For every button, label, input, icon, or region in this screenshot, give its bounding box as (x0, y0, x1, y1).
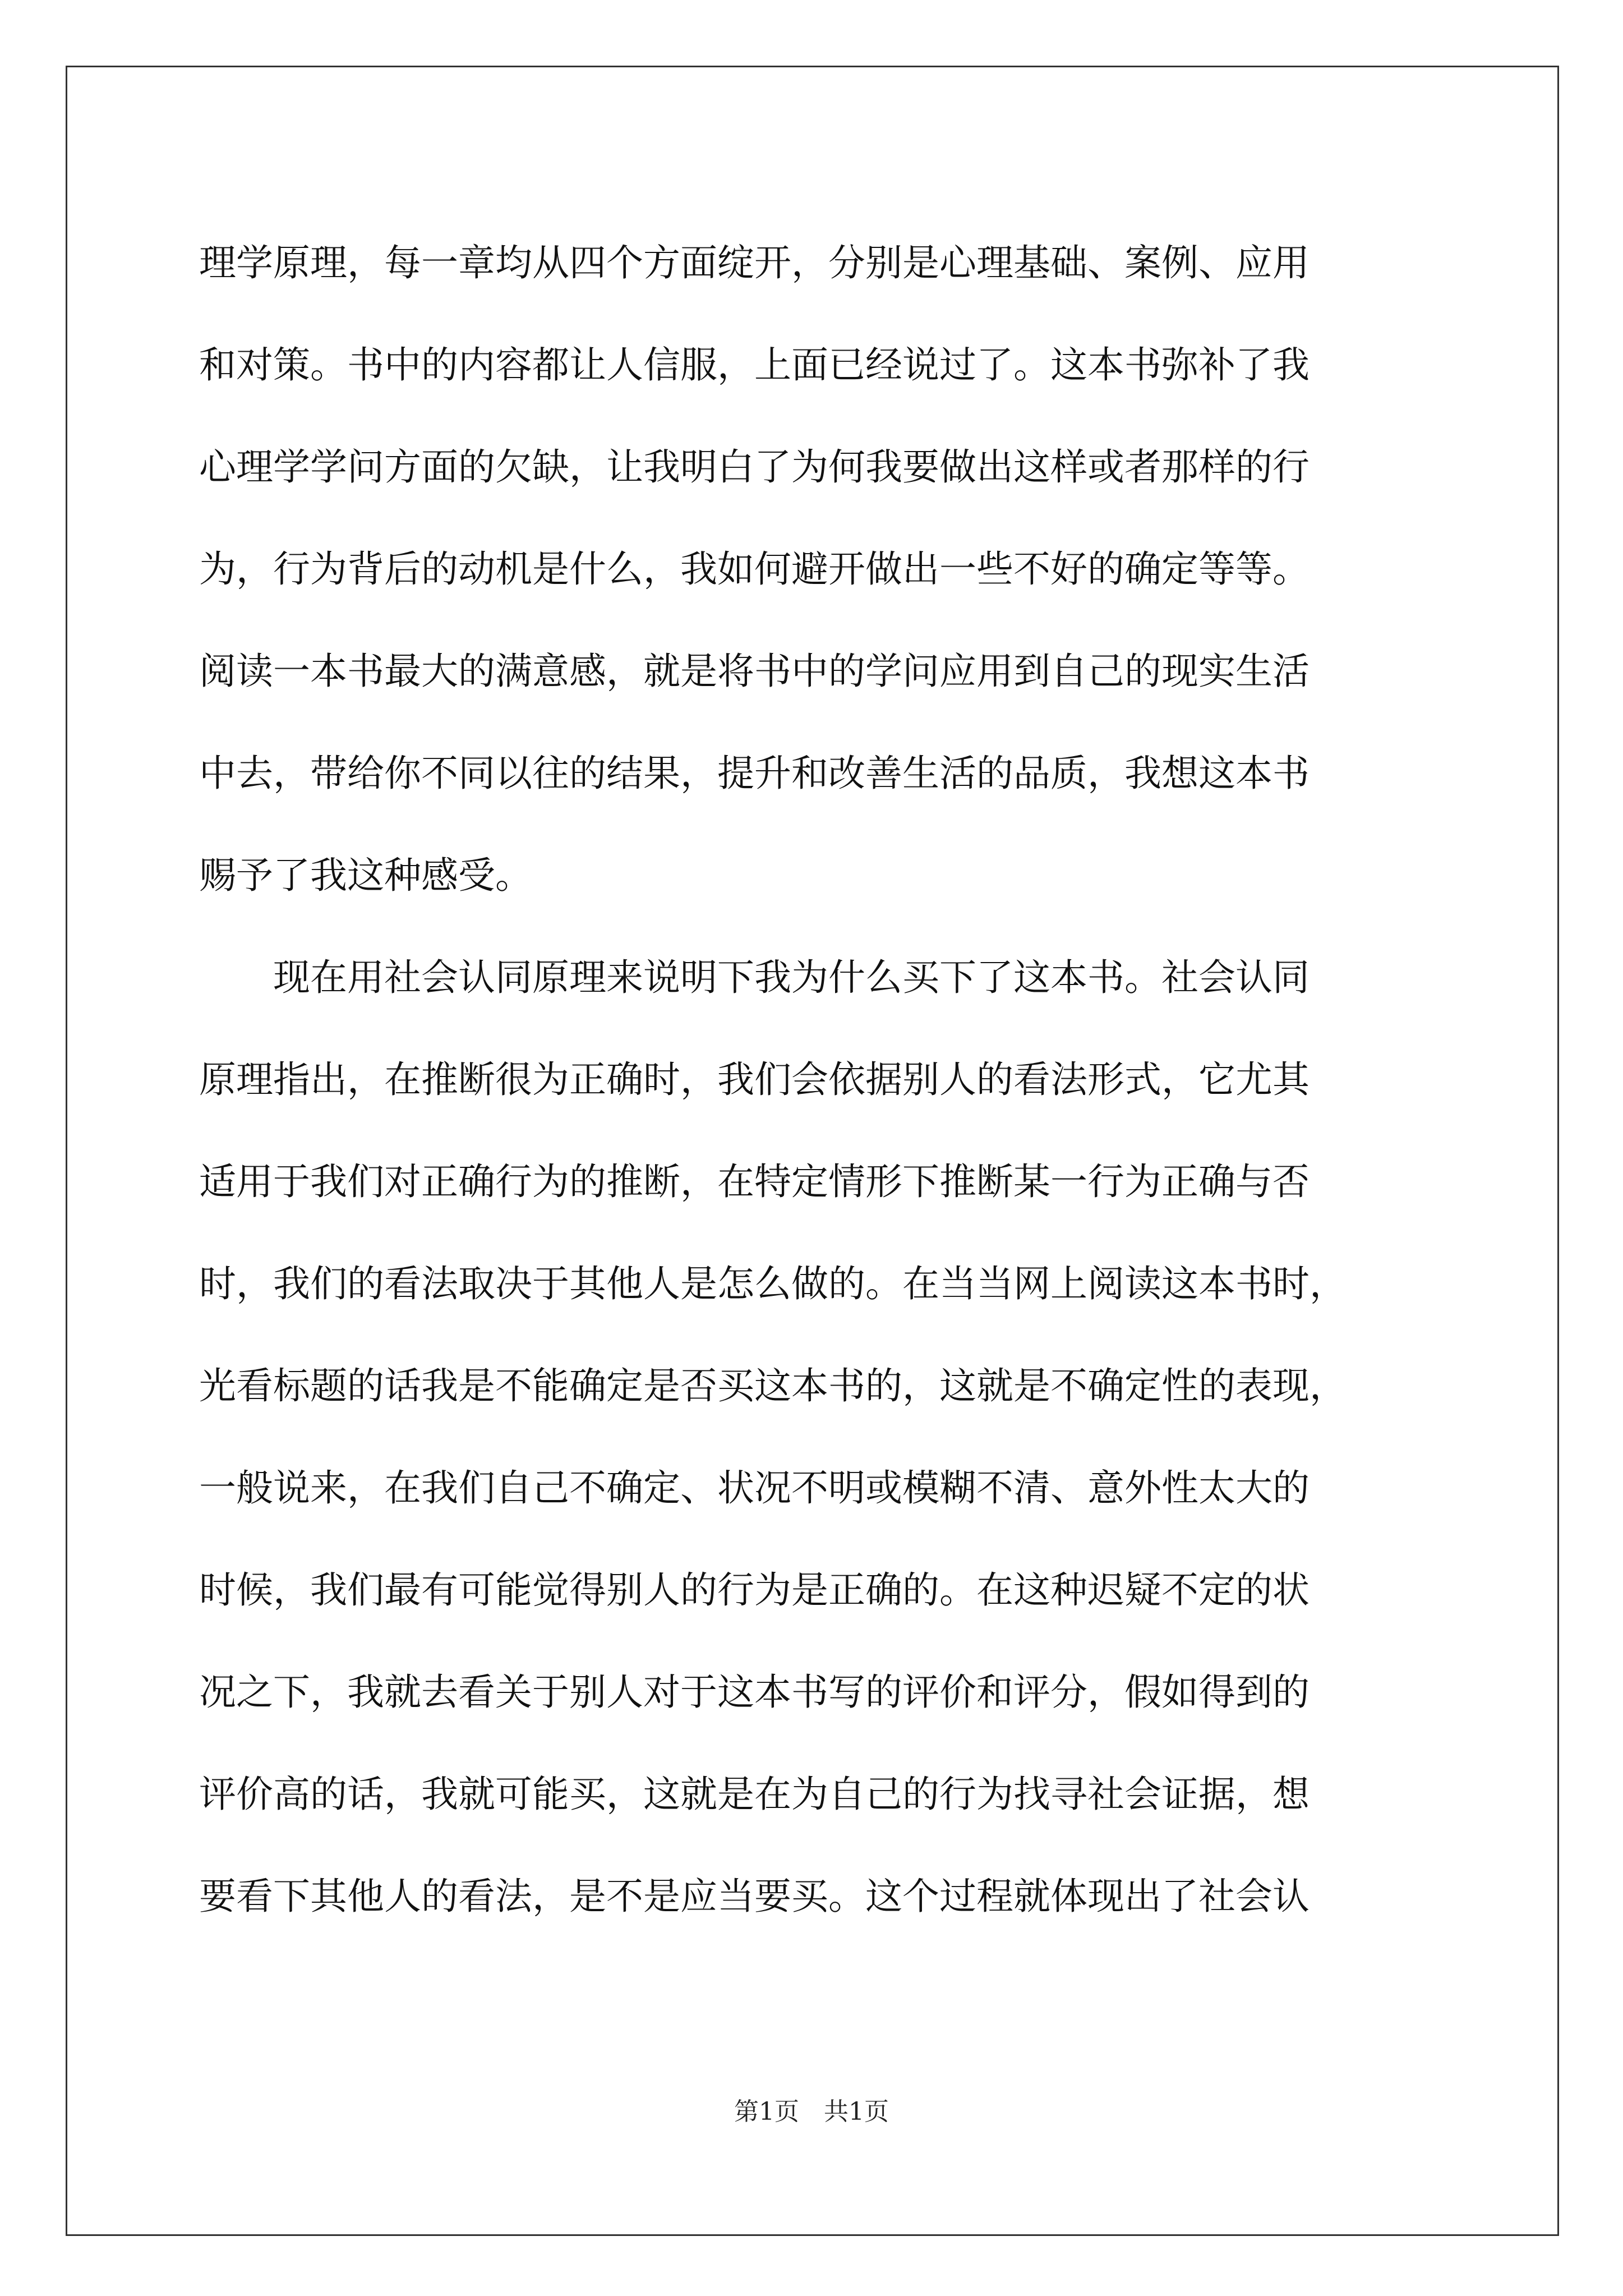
document-body (199, 212, 1427, 1948)
text-line: 时，我们的看法取决于其他人是怎么做的。在当当网上阅读这本书时， (199, 1262, 1347, 1305)
text-line: 要看下其他人的看法，是不是应当要买。这个过程就体现出了社会认 (199, 1875, 1310, 1918)
text-line: 理学原理，每一章均从四个方面绽开，分别是心理基础、案例、应用 (199, 241, 1310, 284)
text-line: 况之下，我就去看关于别人对于这本书写的评价和评分，假如得到的 (199, 1671, 1310, 1714)
text-line: 时候，我们最有可能觉得别人的行为是正确的。在这种迟疑不定的状 (199, 1568, 1310, 1612)
text-line: 原理指出，在推断很为正确时，我们会依据别人的看法形式，它尤其 (199, 1058, 1310, 1101)
text-line: 现在用社会认同原理来说明下我为什么买下了这本书。社会认同 (199, 956, 1310, 999)
page-footer: 第1页 共1页 (734, 2097, 889, 2126)
text-line: 一般说来，在我们自己不确定、状况不明或模糊不清、意外性太大的 (199, 1466, 1310, 1510)
text-line: 适用于我们对正确行为的推断，在特定情形下推断某一行为正确与否 (199, 1160, 1310, 1203)
text-line: 心理学学问方面的欠缺，让我明白了为何我要做出这样或者那样的行 (199, 445, 1310, 489)
text-line: 为，行为背后的动机是什么，我如何避开做出一些不好的确定等等。 (199, 547, 1310, 591)
text-line: 中去，带给你不同以往的结果，提升和改善生活的品质，我想这本书 (199, 752, 1310, 795)
text-line: 评价高的话，我就可能买，这就是在为自己的行为找寻社会证据，想 (199, 1773, 1310, 1816)
text-line: 和对策。书中的内容都让人信服，上面已经说过了。这本书弥补了我 (199, 343, 1310, 386)
text-line: 赐予了我这种感受。 (199, 854, 532, 897)
text-line: 阅读一本书最大的满意感，就是将书中的学问应用到自己的现实生活 (199, 650, 1310, 693)
text-line: 光看标题的话我是不能确定是否买这本书的，这就是不确定性的表现， (199, 1364, 1347, 1407)
